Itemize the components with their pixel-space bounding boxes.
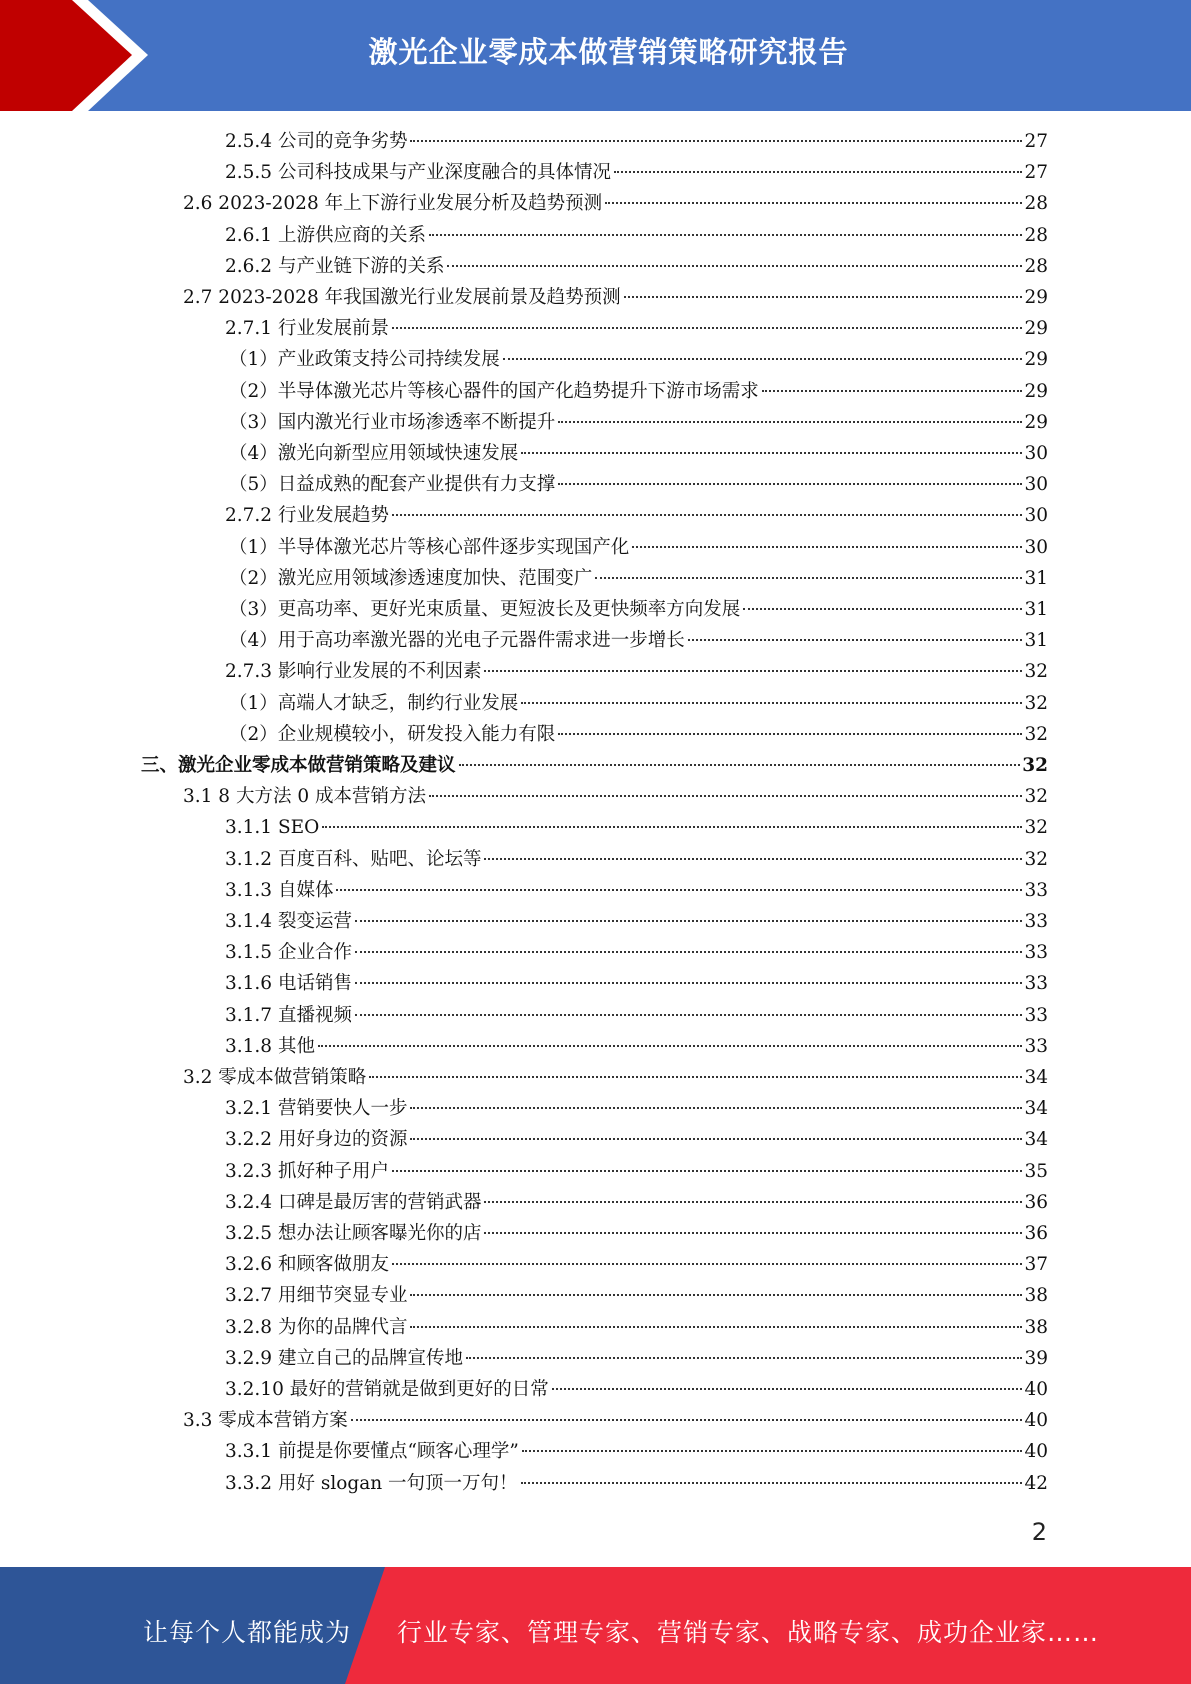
toc-entry-label: 3.2.9 建立自己的品牌宣传地 <box>225 1347 463 1369</box>
page-header <box>0 0 1191 111</box>
toc-entry[interactable] <box>225 500 1048 531</box>
toc-dot-leader <box>558 421 1022 423</box>
toc-dot-leader <box>351 1419 1023 1421</box>
toc-entry-label: 3.2.6 和顾客做朋友 <box>225 1254 389 1276</box>
toc-entry-label: 3.1.8 其他 <box>225 1035 315 1057</box>
toc-entry-label: 3.2 零成本做营销策略 <box>183 1067 367 1088</box>
toc-entry-page: 36 <box>1024 1223 1048 1244</box>
toc-entry-label: （2）企业规模较小，研发投入能力有限 <box>229 723 556 745</box>
toc-entry[interactable] <box>225 937 1048 968</box>
toc-entry-page: 40 <box>1024 1441 1048 1463</box>
toc-entry-label: 3.2.8 为你的品牌代言 <box>225 1316 408 1338</box>
toc-entry-page: 32 <box>1024 661 1048 683</box>
toc-dot-leader <box>466 1357 1022 1359</box>
toc-entry-label: （3）国内激光行业市场渗透率不断提升 <box>229 411 556 433</box>
toc-entry[interactable] <box>225 251 1048 282</box>
toc-dot-leader <box>459 764 1021 766</box>
toc-dot-leader <box>429 234 1022 236</box>
toc-entry-label: 3.2.7 用细节突显专业 <box>225 1285 408 1307</box>
toc-dot-leader <box>484 1232 1022 1234</box>
page-footer <box>0 1567 1191 1684</box>
toc-entry-page: 27 <box>1024 162 1048 184</box>
toc-dot-leader <box>521 1482 1023 1484</box>
toc-entry-label: 2.6 2023-2028 年上下游行业发展分析及趋势预测 <box>183 193 603 215</box>
toc-dot-leader <box>410 1107 1022 1109</box>
toc-dot-leader <box>552 1388 1023 1390</box>
toc-dot-leader <box>632 546 1022 548</box>
toc-entry-page: 32 <box>1024 723 1048 745</box>
toc-entry[interactable] <box>225 1249 1048 1280</box>
toc-entry[interactable] <box>225 1280 1048 1311</box>
toc-entry-page: 34 <box>1024 1129 1048 1151</box>
toc-entry-label: 2.6.2 与产业链下游的关系 <box>225 255 445 277</box>
toc-dot-leader <box>743 608 1022 610</box>
toc-entry-label: （2）激光应用领域渗透速度加快、范围变广 <box>229 567 593 589</box>
toc-entry-label: 2.6.1 上游供应商的关系 <box>225 224 426 246</box>
toc-entry-page: 32 <box>1024 692 1048 714</box>
toc-entry[interactable] <box>225 313 1048 344</box>
toc-entry-label: 3.2.1 营销要快人一步 <box>225 1098 408 1120</box>
toc-entry-page: 29 <box>1024 287 1048 308</box>
toc-dot-leader <box>318 1045 1023 1047</box>
toc-entry-page: 31 <box>1024 599 1048 620</box>
toc-dot-leader <box>762 390 1023 392</box>
toc-entry-page: 31 <box>1024 630 1048 652</box>
toc-entry-page: 40 <box>1024 1379 1048 1400</box>
toc-entry[interactable] <box>141 750 1048 781</box>
toc-dot-leader <box>624 296 1023 298</box>
toc-entry-label: 3.1.4 裂变运营 <box>225 911 352 932</box>
toc-entry[interactable] <box>225 906 1048 937</box>
toc-dot-leader <box>392 1170 1022 1172</box>
toc-entry[interactable] <box>225 1124 1048 1155</box>
toc-dot-leader <box>521 702 1022 704</box>
toc-entry[interactable] <box>225 844 1048 875</box>
footer-slogan-left: 让每个人都能成为 <box>143 1618 352 1647</box>
toc-entry-label: （1）产业政策支持公司持续发展 <box>229 349 500 371</box>
toc-entry-label: 2.7.3 影响行业发展的不利因素 <box>225 661 482 683</box>
toc-entry[interactable] <box>225 1436 1048 1467</box>
toc-entry-page: 32 <box>1024 817 1048 839</box>
toc-entry-label: 2.7.1 行业发展前景 <box>225 318 389 340</box>
toc-entry[interactable] <box>183 1062 1048 1093</box>
report-title: 激光企业零成本做营销策略研究报告 <box>368 35 849 69</box>
toc-entry-page: 33 <box>1024 879 1048 901</box>
toc-entry-label: 2.7 2023-2028 年我国激光行业发展前景及趋势预测 <box>183 287 621 308</box>
toc-entry[interactable] <box>229 344 1048 375</box>
toc-entry[interactable] <box>229 563 1048 594</box>
toc-dot-leader <box>447 265 1022 267</box>
toc-entry-page: 38 <box>1024 1316 1048 1338</box>
toc-entry-page: 29 <box>1024 318 1048 340</box>
toc-dot-leader <box>322 826 1022 828</box>
toc-dot-leader <box>484 670 1022 672</box>
toc-dot-leader <box>392 327 1022 329</box>
toc-entry-label: 3.1.2 百度百科、贴吧、论坛等 <box>225 848 482 870</box>
toc-entry-label: 3.1.7 直播视频 <box>225 1004 352 1026</box>
toc-dot-leader <box>522 1450 1023 1452</box>
toc-entry-label: 3.3.1 前提是你要懂点“顾客心理学” <box>225 1441 519 1463</box>
toc-entry-page: 29 <box>1024 411 1048 433</box>
toc-entry-page: 29 <box>1024 349 1048 371</box>
toc-entry-page: 27 <box>1024 131 1048 152</box>
toc-entry[interactable] <box>229 407 1048 438</box>
toc-entry-page: 33 <box>1024 1004 1048 1026</box>
toc-entry-page: 28 <box>1024 255 1048 277</box>
toc-entry[interactable] <box>229 438 1048 469</box>
toc-dot-leader <box>410 1294 1022 1296</box>
toc-dot-leader <box>369 1076 1022 1078</box>
toc-dot-leader <box>410 1326 1022 1328</box>
toc-entry[interactable] <box>225 220 1048 251</box>
toc-entry[interactable] <box>225 1343 1048 1374</box>
toc-entry-page: 30 <box>1024 536 1048 558</box>
toc-entry-label: （1）半导体激光芯片等核心部件逐步实现国产化 <box>229 536 630 558</box>
toc-entry[interactable] <box>229 719 1048 750</box>
toc-dot-leader <box>605 202 1022 204</box>
toc-dot-leader <box>558 733 1022 735</box>
toc-entry-label: 3.1.1 SEO <box>225 817 320 839</box>
toc-entry[interactable] <box>183 781 1048 812</box>
toc-dot-leader <box>355 1014 1023 1016</box>
toc-entry[interactable] <box>225 1312 1048 1343</box>
toc-entry[interactable] <box>183 188 1048 219</box>
toc-dot-leader <box>614 171 1022 173</box>
toc-entry-page: 30 <box>1024 505 1048 527</box>
toc-entry[interactable] <box>229 625 1048 656</box>
toc-entry-page: 29 <box>1024 380 1048 402</box>
toc-entry-page: 37 <box>1024 1254 1048 1276</box>
toc-entry[interactable] <box>229 376 1048 407</box>
toc-entry-label: 3.1.6 电话销售 <box>225 973 352 995</box>
toc-entry-label: （5）日益成熟的配套产业提供有力支撑 <box>229 474 556 496</box>
toc-dot-leader <box>336 889 1022 891</box>
toc-entry-label: （4）激光向新型应用领域快速发展 <box>229 443 519 464</box>
toc-entry[interactable] <box>225 1031 1048 1062</box>
toc-dot-leader <box>410 140 1022 142</box>
toc-dot-leader <box>595 577 1022 579</box>
toc-entry-label: 3.2.3 抓好种子用户 <box>225 1160 389 1182</box>
toc-entry-label: 2.5.4 公司的竞争劣势 <box>225 131 408 152</box>
toc-dot-leader <box>355 982 1023 984</box>
footer-slogan-right: 行业专家、管理专家、营销专家、战略专家、成功企业家…… <box>397 1618 1100 1647</box>
toc-entry-label: （1）高端人才缺乏，制约行业发展 <box>229 692 519 714</box>
toc-entry-page: 28 <box>1024 193 1048 215</box>
toc-entry[interactable] <box>183 1405 1048 1436</box>
toc-entry[interactable] <box>183 282 1048 313</box>
toc-entry-label: 3.3 零成本营销方案 <box>183 1410 348 1432</box>
toc-dot-leader <box>688 639 1023 641</box>
toc-dot-leader <box>558 483 1022 485</box>
toc-entry-page: 28 <box>1024 224 1048 246</box>
toc-entry[interactable] <box>225 157 1048 188</box>
toc-entry[interactable] <box>229 469 1048 500</box>
toc-entry-label: 3.2.10 最好的营销就是做到更好的日常 <box>225 1379 549 1400</box>
toc-dot-leader <box>355 951 1023 953</box>
toc-entry-label: 3.1 8 大方法 0 成本营销方法 <box>183 786 426 808</box>
toc-dot-leader <box>410 1138 1022 1140</box>
toc-entry[interactable] <box>225 1374 1048 1405</box>
toc-entry[interactable] <box>225 126 1048 157</box>
toc-entry-page: 40 <box>1024 1410 1048 1432</box>
toc-entry-page: 34 <box>1024 1067 1048 1088</box>
toc-entry-label: 三、激光企业零成本做营销策略及建议 <box>141 755 456 776</box>
toc-entry-page: 33 <box>1024 973 1048 995</box>
toc-entry[interactable] <box>225 968 1048 999</box>
toc-dot-leader <box>503 358 1023 360</box>
toc-dot-leader <box>355 920 1023 922</box>
toc-dot-leader <box>521 452 1022 454</box>
toc-entry-page: 31 <box>1024 567 1048 589</box>
toc-entry[interactable] <box>225 1156 1048 1187</box>
toc-entry[interactable] <box>225 1218 1048 1249</box>
toc-entry-label: （3）更高功率、更好光束质量、更短波长及更快频率方向发展 <box>229 599 741 620</box>
page-number: 2 <box>1031 1518 1047 1546</box>
toc-entry-page: 32 <box>1024 848 1048 870</box>
toc-dot-leader <box>429 795 1022 797</box>
toc-entry[interactable] <box>225 1093 1048 1124</box>
toc-dot-leader <box>484 858 1022 860</box>
toc-dot-leader <box>392 1263 1022 1265</box>
toc-entry[interactable] <box>229 532 1048 563</box>
toc-entry-label: 3.3.2 用好 slogan 一句顶一万句！ <box>225 1472 518 1494</box>
toc-entry-label: 3.1.3 自媒体 <box>225 879 334 901</box>
toc-entry-label: （4）用于高功率激光器的光电子元器件需求进一步增长 <box>229 630 685 652</box>
toc-entry-label: 2.5.5 公司科技成果与产业深度融合的具体情况 <box>225 162 611 184</box>
toc-entry-page: 39 <box>1024 1347 1048 1369</box>
toc-entry-page: 33 <box>1024 911 1048 932</box>
toc-entry-page: 30 <box>1024 474 1048 496</box>
toc-entry-page: 32 <box>1022 755 1048 776</box>
toc-entry-page: 38 <box>1024 1285 1048 1307</box>
toc-entry-page: 33 <box>1024 942 1048 964</box>
toc-entry-page: 36 <box>1024 1191 1048 1213</box>
toc-entry[interactable] <box>225 1468 1048 1499</box>
toc-entry[interactable] <box>229 594 1048 625</box>
toc-entry[interactable] <box>225 1187 1048 1218</box>
toc-entry-page: 32 <box>1024 786 1048 808</box>
toc-entry-label: （2）半导体激光芯片等核心器件的国产化趋势提升下游市场需求 <box>229 380 759 402</box>
toc-entry-page: 33 <box>1024 1035 1048 1057</box>
toc-entry[interactable] <box>225 875 1048 906</box>
toc-entry-page: 34 <box>1024 1098 1048 1120</box>
toc-entry[interactable] <box>225 812 1048 843</box>
toc-dot-leader <box>392 514 1022 516</box>
toc-entry-label: 3.2.4 口碑是最厉害的营销武器 <box>225 1191 482 1213</box>
toc-entry[interactable] <box>225 656 1048 687</box>
toc-entry-label: 3.2.2 用好身边的资源 <box>225 1129 408 1151</box>
toc-entry[interactable] <box>229 688 1048 719</box>
toc-entry-label: 3.1.5 企业合作 <box>225 942 352 964</box>
toc-entry-label: 2.7.2 行业发展趋势 <box>225 505 389 527</box>
toc-entry-page: 30 <box>1024 443 1048 464</box>
toc-entry-page: 42 <box>1024 1472 1048 1494</box>
toc-entry-page: 35 <box>1024 1160 1048 1182</box>
toc-entry-label: 3.2.5 想办法让顾客曝光你的店 <box>225 1223 482 1244</box>
toc-entry[interactable] <box>225 1000 1048 1031</box>
toc-dot-leader <box>484 1201 1022 1203</box>
